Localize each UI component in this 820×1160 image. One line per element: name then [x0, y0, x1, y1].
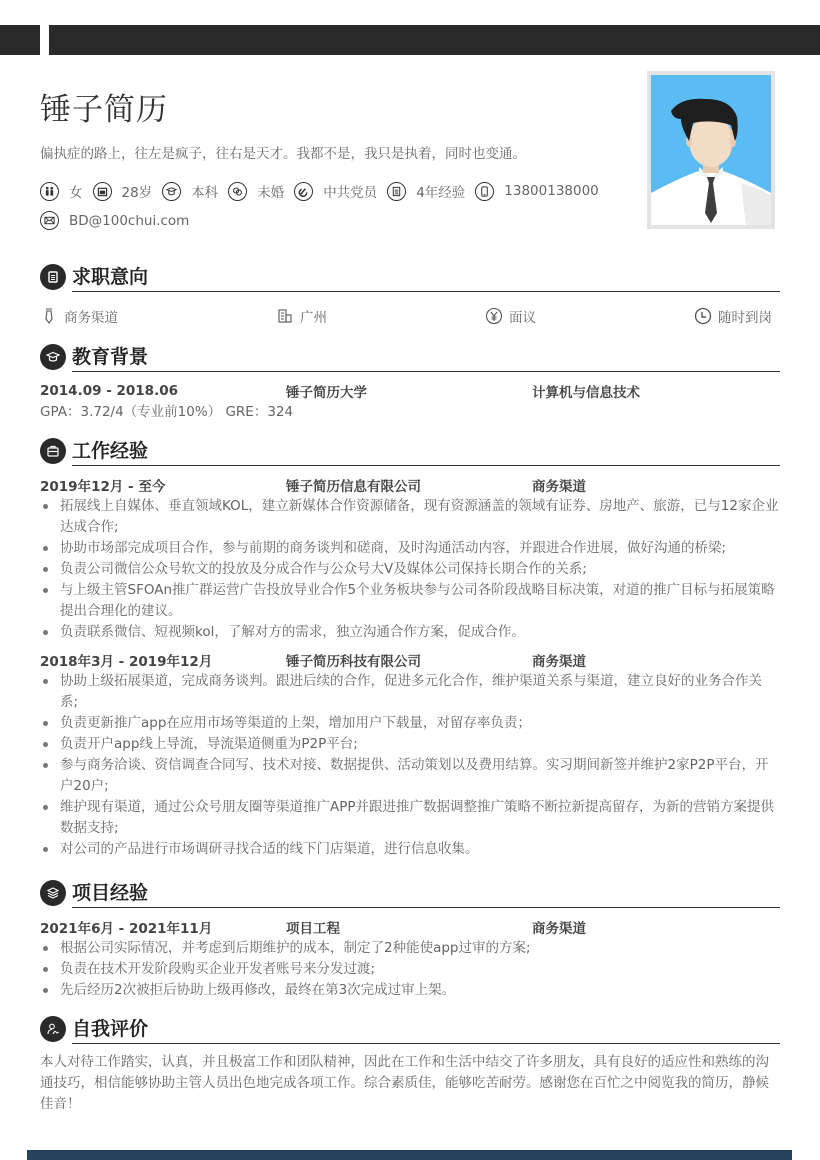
info-degree-text: 本科 [191, 185, 219, 201]
list-item: 负责联系微信、短视频kol，了解对方的需求，独立沟通合作方案，促成合作。 [40, 622, 780, 643]
footer-bar [27, 1150, 792, 1160]
education-period: 2014.09 - 2018.06 [40, 383, 178, 399]
gender-icon [40, 182, 59, 201]
info-email-text[interactable]: BD@100chui.com [69, 212, 190, 229]
education-school: 锤子简历大学 [286, 385, 367, 401]
email-row [40, 211, 199, 230]
info-gender [40, 181, 83, 201]
list-item: 对公司的产品进行市场调研寻找合适的线下门店渠道，进行信息收集。 [40, 839, 780, 860]
info-gender-text: 女 [69, 185, 83, 201]
top-bar [49, 25, 820, 55]
tie-icon [40, 307, 58, 325]
section-project [40, 878, 780, 1001]
job-role: 商务渠道 [532, 654, 586, 670]
project-entry [40, 916, 780, 1001]
section-divider [72, 291, 780, 293]
yen-icon [485, 307, 503, 325]
personal-info-row [40, 181, 609, 201]
building-icon [276, 307, 294, 325]
info-marital [228, 181, 284, 201]
profile-photo [647, 71, 775, 229]
motto: 偏执症的路上，往左是疯子，往右是天才。我都不是，我只是执着，同时也变通。 [40, 146, 526, 162]
list-item: 维护现有渠道，通过公众号朋友圈等渠道推广APP并跟进推广数据调整推广策略不断拉新提高留存，为新的营销方案提供数据支持; [40, 797, 780, 839]
list-item: 拓展线上自媒体、垂直领域KOL，建立新媒体合作资源储备，现有资源涵盖的领域有证券、房地产、旅游，已与12家企业达成合作; [40, 496, 780, 538]
graduation-cap-icon [162, 182, 181, 201]
info-phone-text: 13800138000 [504, 183, 599, 199]
clipboard-icon [40, 264, 66, 290]
list-item: 先后经历2次被拒后协助上级再修改，最终在第3次完成过审上架。 [40, 980, 780, 1001]
info-age [93, 181, 153, 201]
project-period: 2021年6月 - 2021年11月 [40, 921, 213, 937]
info-experience [387, 181, 465, 201]
job-company: 锤子简历科技有限公司 [286, 654, 421, 670]
self-evaluation-text: 本人对待工作踏实，认真，并且极富工作和团队精神，因此在工作和生活中结交了许多朋友，具有良好的适应性和熟练的沟通技巧，相信能够协助主管人员出色地完成各项工作。综合素质佳，能够吃苦耐劳。感谢您在百忙之中阅览我的简历，静候佳音！ [40, 1054, 769, 1112]
clipboard-icon [387, 182, 406, 201]
section-title: 工作经验 [72, 440, 149, 462]
list-item: 协助市场部完成项目合作，参与前期的商务谈判和磋商，及时沟通活动内容，并跟进合作进展，做好沟通的桥梁; [40, 538, 780, 559]
job-period: 2019年12月 - 至今 [40, 479, 166, 495]
party-emblem-icon [294, 182, 313, 201]
section-divider [72, 465, 780, 467]
list-item: 协助上级拓展渠道，完成商务谈判。跟进后续的合作，促进多元化合作，维护渠道关系与渠道，建立良好的业务合作关系; [40, 671, 780, 713]
job-role: 商务渠道 [532, 479, 586, 495]
info-marital-text: 未婚 [257, 185, 285, 201]
phone-icon [475, 182, 494, 201]
section-title: 自我评价 [72, 1018, 149, 1040]
info-age-text: 28岁 [121, 185, 153, 201]
intent-availability: 随时到岗 [694, 306, 772, 326]
intent-city: 广州 [276, 306, 327, 326]
list-item: 负责开户app线上导流，导流渠道侧重为P2P平台; [40, 734, 780, 755]
info-phone [475, 182, 598, 201]
section-job-intent [40, 262, 780, 290]
section-divider [72, 907, 780, 909]
education-row [40, 380, 780, 402]
job-company: 锤子简历信息有限公司 [286, 479, 421, 495]
job-intent-items [40, 306, 772, 326]
briefcase-icon [40, 438, 66, 464]
section-title: 求职意向 [72, 266, 149, 288]
info-email [40, 211, 189, 230]
top-bar-accent [0, 25, 40, 55]
list-item: 负责在技术开发阶段购买企业开发者账号来分发过渡; [40, 959, 780, 980]
graduation-cap-icon [40, 344, 66, 370]
person-signature-icon [40, 1016, 66, 1042]
section-divider [72, 1043, 780, 1045]
resume-name: 锤子简历 [40, 92, 168, 128]
hearts-icon [228, 182, 247, 201]
section-work [40, 436, 780, 860]
info-politics [294, 181, 377, 201]
section-education [40, 342, 780, 423]
section-title: 项目经验 [72, 882, 149, 904]
calendar-icon [93, 182, 112, 201]
section-title: 教育背景 [72, 346, 149, 368]
list-item: 与上级主管SFOAn推广群运营广告投放导业合作5个业务板块参与公司各阶段战略目标决策，对道的推广目标与拓展策略提出合理化的建议。 [40, 580, 780, 622]
list-item: 负责更新推广app在应用市场等渠道的上架，增加用户下载量，对留存率负责； [40, 713, 780, 734]
mail-icon [40, 211, 59, 230]
clock-icon [694, 307, 712, 325]
info-degree [162, 181, 218, 201]
list-item: 负责公司微信公众号软文的投放及分成合作与公众号大V及媒体公司保持长期合作的关系; [40, 559, 780, 580]
info-experience-text: 4年经验 [416, 185, 466, 201]
section-divider [72, 371, 780, 373]
info-politics-text: 中共党员 [323, 185, 378, 201]
list-item: 根据公司实际情况，并考虑到后期维护的成本，制定了2种能使app过审的方案; [40, 938, 780, 959]
layers-icon [40, 880, 66, 906]
project-name: 项目工程 [286, 921, 340, 937]
job-entry [40, 474, 780, 643]
section-self-evaluation [40, 1014, 780, 1115]
education-major: 计算机与信息技术 [532, 385, 640, 401]
job-period: 2018年3月 - 2019年12月 [40, 654, 213, 670]
intent-salary: 面议 [485, 306, 536, 326]
list-item: 参与商务洽谈、资信调查合同写、技术对接、数据提供、活动策划以及费用结算。实习期间新签并维护2家P2P平台，开户20户; [40, 755, 780, 797]
project-role: 商务渠道 [532, 921, 586, 937]
education-detail: GPA：3.72/4（专业前10%） GRE：324 [40, 404, 294, 420]
intent-position: 商务渠道 [40, 306, 118, 326]
job-entry [40, 649, 780, 860]
